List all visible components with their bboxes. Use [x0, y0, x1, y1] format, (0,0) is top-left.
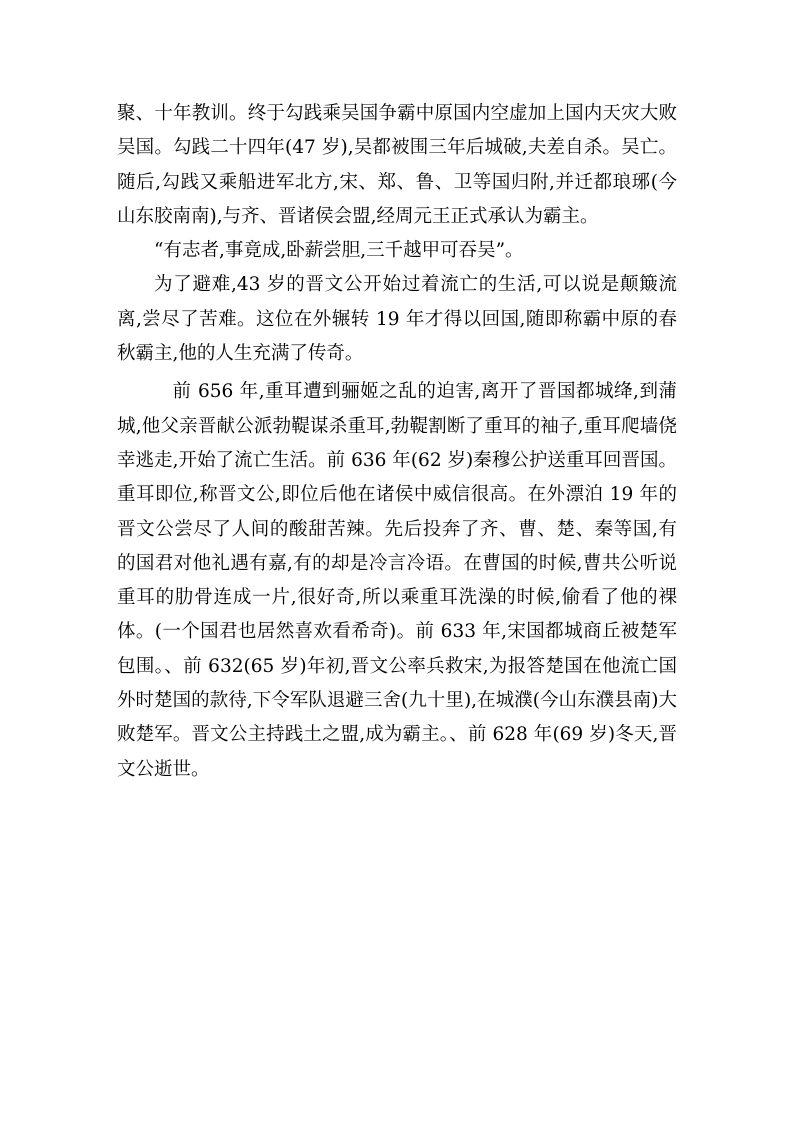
paragraph-jin-wengong-intro: 为了避难,43 岁的晋文公开始过着流亡的生活,可以说是颠簸流离,尝尽了苦难。这位在外辗转 19 年才得以回国,随即称霸中原的春秋霸主,他的人生充满了传奇。 [117, 274, 677, 365]
document-body [117, 97, 677, 787]
paragraph-quote: “有志者,事竟成,卧薪尝胆,三千越甲可吞吴”。 [154, 240, 524, 262]
paragraph-goujian-victory: 聚、十年教训。终于勾践乘吴国争霸中原国内空虚加上国内天灾大败吴国。勾践二十四年(47 岁),吴都被围三年后城破,夫差自杀。吴亡。随后,勾践又乘船进军北方,宋、郑、鲁、卫等国归附,并迁都琅琊(今山东胶南南),与齐、晋诸侯会盟,经周元王正式承认为霸主。 [117, 103, 677, 227]
paragraph-chonger-exile: 前 656 年,重耳遭到骊姬之乱的迫害,离开了晋国都城绛,到蒲城,他父亲晋献公派勃鞮谋杀重耳,勃鞮割断了重耳的袖子,重耳爬墙侥幸逃走,开始了流亡生活。前 636 年(62 岁)秦穆公护送重耳回晋国。重耳即位,称晋文公,即位后他在诸侯中威信很高。在外漂泊 19 年的晋文公尝尽了人间的酸甜苦辣。先后投奔了齐、曹、楚、秦等国,有的国君对他礼遇有嘉,有的却是冷言冷语。在曹国的时候,曹共公听说重耳的肋骨连成一片,很好奇,所以乘重耳洗澡的时候,偷看了他的裸体。(一个国君也居然喜欢看希奇)。前 633 年,宋国都城商丘被楚军包围。、前 632(65 岁)年初,晋文公率兵救宋,为报答楚国在他流亡国外时楚国的款待,下令军队退避三舍(九十里),在城濮(今山东濮县南)大败楚军。晋文公主持践土之盟,成为霸主。、前 628 年(69 岁)冬天,晋文公逝世。 [117, 381, 677, 780]
